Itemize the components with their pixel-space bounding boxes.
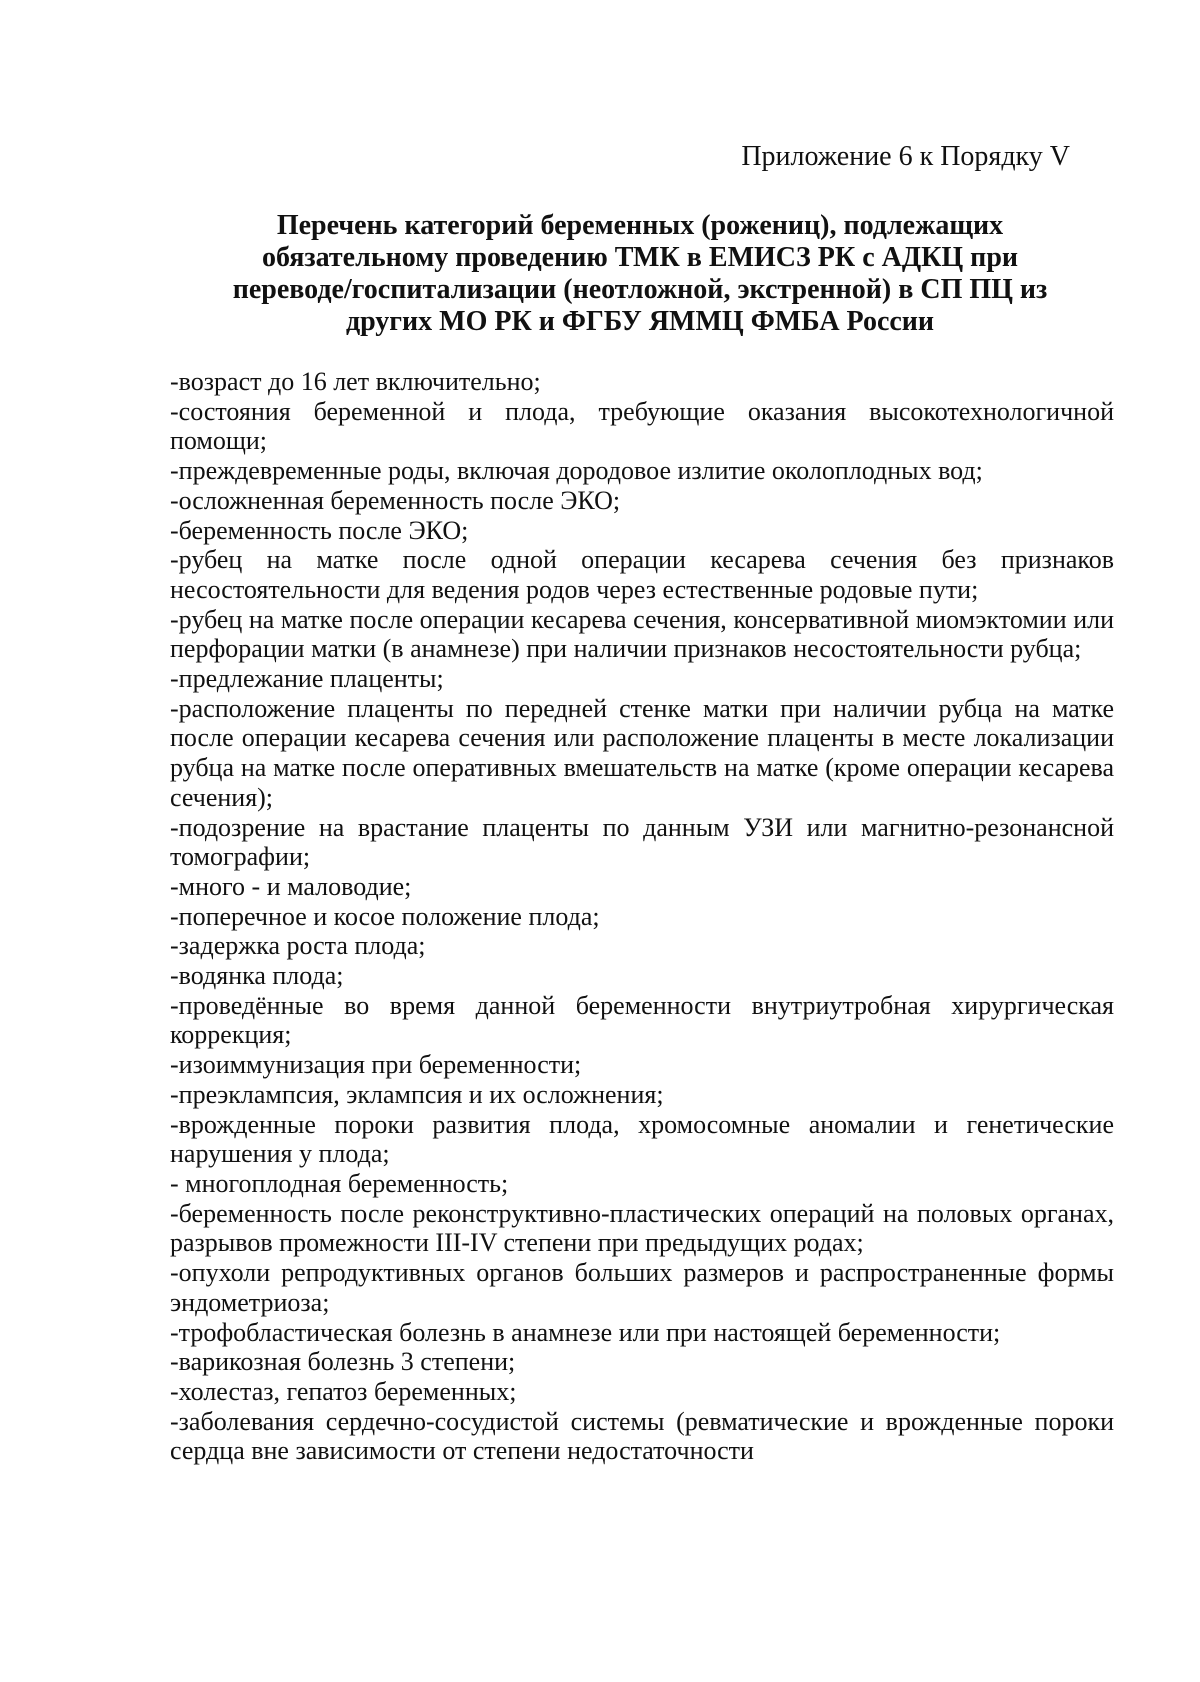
list-item: -беременность после ЭКО;	[170, 515, 469, 545]
list-item: -водянка плода;	[170, 961, 344, 991]
appendix-label: Приложение 6 к Порядку V	[741, 141, 1070, 172]
list-item: -трофобластическая болезнь в анамнезе или при настоящей беременности;	[170, 1317, 1001, 1347]
title-line: Перечень категорий беременных (рожениц), подлежащих	[276, 210, 1004, 241]
list-item: -много - и маловодие;	[170, 871, 412, 901]
document-title	[170, 210, 1110, 338]
list-item: - многоплодная беременность;	[170, 1168, 509, 1198]
list-item: -состояния беременной и плода, требующие оказания высокотехнологичной помощи;	[170, 396, 1114, 456]
list-item: -заболевания сердечно-сосудистой системы (ревматические и врожденные пороки сердца вне зависимости от степени недостаточности	[170, 1406, 1114, 1466]
list-item: -холестаз, гепатоз беременных;	[170, 1376, 517, 1406]
list-item: -врожденные пороки развития плода, хромосомные аномалии и генетические нарушения у плода;	[170, 1109, 1114, 1169]
list-item: -рубец на матке после одной операции кесарева сечения без признаков несостоятельности для ведения родов через естественные родовые пути;	[170, 545, 1114, 604]
title-line: переводе/госпитализации (неотложной, экстренной) в СП ПЦ из	[232, 274, 1048, 305]
list-item: -подозрение на врастание плаценты по данным УЗИ или магнитно-резонансной томографии;	[170, 812, 1114, 872]
list-item: -преэклампсия, эклампсия и их осложнения;	[170, 1079, 664, 1109]
category-list	[170, 367, 1114, 1466]
list-item: -задержка роста плода;	[170, 931, 426, 961]
list-item: -варикозная болезнь 3 степени;	[170, 1347, 516, 1377]
list-item: -беременность после реконструктивно-пластических операций на половых органах, разрывов промежности III-IV степени при предыдущих родах;	[170, 1198, 1114, 1258]
list-item: -осложненная беременность после ЭКО;	[170, 485, 621, 515]
list-item: -опухоли репродуктивных органов больших размеров и распространенные формы эндометриоза;	[170, 1258, 1114, 1317]
title-line: других МО РК и ФГБУ ЯММЦ ФМБА России	[345, 306, 935, 337]
list-item: -возраст до 16 лет включительно;	[170, 367, 541, 396]
title-line: обязательному проведению ТМК в ЕМИСЗ РК с АДКЦ при	[261, 242, 1019, 273]
list-item: -поперечное и косое положение плода;	[170, 901, 600, 931]
list-item: -расположение плаценты по передней стенке матки при наличии рубца на матке после операции кесарева сечения или расположение плаценты в месте локализации рубца на матке после оперативных вмешательств на матке (кроме операции кесарева сечения);	[170, 693, 1114, 812]
list-item: -рубец на матке после операции кесарева сечения, консервативной миомэктомии или перфорации матки (в анамнезе) при наличии признаков несостоятельности рубца;	[170, 604, 1114, 664]
list-item: -преждевременные роды, включая дородовое излитие околоплодных вод;	[170, 456, 983, 486]
list-item: -изоиммунизация при беременности;	[170, 1050, 582, 1080]
list-item: -предлежание плаценты;	[170, 664, 444, 694]
list-item: -проведённые во время данной беременности внутриутробная хирургическая коррекция;	[170, 990, 1114, 1050]
